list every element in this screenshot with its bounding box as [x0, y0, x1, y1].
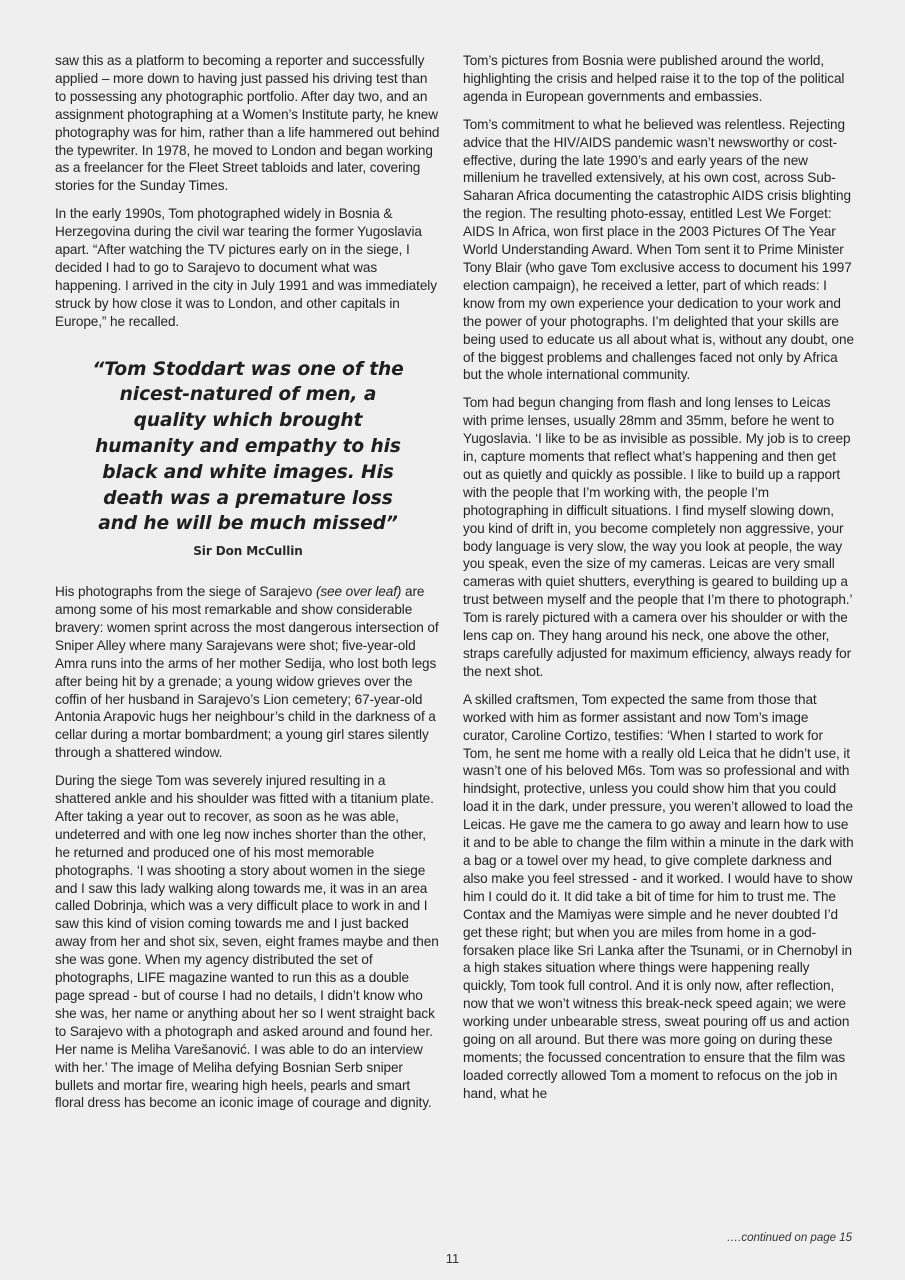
continued-note: ….continued on page 15 — [726, 1232, 852, 1244]
right-column — [463, 52, 855, 1113]
body-paragraph: saw this as a platform to becoming a reporter and successfully applied – more down to having just passed his driving test than to possessing any photographic portfolio. After day two, and an assignment photographing at a Women’s Institute party, he knew photography was for him, rather than a life hammered out behind the typewriter. In 1978, he moved to London and began working as a freelancer for the Fleet Street tabloids and later, covering stories for the Sunday Times. — [55, 53, 440, 194]
body-paragraph: Tom had begun changing from flash and long lenses to Leicas with prime lenses, usually 28mm and 35mm, before he went to Yugoslavia. ‘I like to be as invisible as possible. My job is to creep in, capture moments that reflect what’s happening and then get out as quietly and quickly as possible. I like to build up a rapport with the people that I’m working with, the people I’m photographing in difficult situations. I find myself slowing down, you kind of drift in, you become completely non aggressive, your body language is very slow, the way you look at people, the way you speak, even the size of my cameras. Leicas are very small cameras with quiet shutters, everything is geared to building up a trust between myself and the people that I’m there to photograph.’ Tom is rarely pictured with a camera over his shoulder or with the lens cap on. They hang around his neck, one above the other, straps carefully adjusted for maximum efficiency, always ready for the next shot. — [463, 395, 852, 679]
paragraph-text: are among some of his most remarkable and show considerable bravery: women sprint across the most dangerous intersection of Sniper Alley where many Sarajevans were shot; five-year-old Amra runs into the arms of her mother Sedija, who lost both legs after being hit by a grenade; a young widow grieves over the coffin of her husband in Sarajevo’s Lion cemetery; 67-year-old Antonia Arapovic hugs her neighbour’s child in the darkness of a cellar during a mortar bombardment; a young girl stares silently through a shattered window. — [55, 584, 439, 761]
paragraph-text: His photographs from the siege of Sarajevo — [55, 584, 316, 600]
left-column — [55, 52, 441, 1122]
pull-quote-text: “Tom Stoddart was one of the nicest-natured of men, a quality which brought humanity and empathy to his black and white images. His death was a premature loss and he will be much missed” — [92, 358, 404, 535]
body-paragraph: A skilled craftsmen, Tom expected the same from those that worked with him as former assistant and now Tom’s image curator, Caroline Cortizo, testifies: ‘When I started to work for Tom, he sent me home with a really old Leica that he didn’t use, it wasn’t one of his beloved M6s. Tom was so professional and with hindsight, protective, unless you could show him that you could load it in the dark, under pressure, you weren’t allowed to load the Leicas. He gave me the camera to go away and learn how to use it and to be able to change the film within a minute in the dark with a bag or a towel over my head, to give complete darkness and also make you feel stressed - and it worked. I would have to show him I could do it. It did take a bit of time for him to trust me. The Contax and the Mamiyas were simple and he never doubted I’d get these right; but when you are miles from home in a god-forsaken place like Sri Lanka after the Tsunami, or in Chernobyl in a high stakes situation where things were happening really quickly, Tom took full control. And it is only now, after reflection, now that we won’t witness this break-neck speed again; we were working under unbearable stress, sweat pouring off us and action going on all around. But there was more going on during these moments; the focussed concentration to ensure that the film was loaded correctly allowed Tom a moment to refocus on the job in hand, what he — [463, 691, 854, 1101]
body-paragraph: Tom’s commitment to what he believed was relentless. Rejecting advice that the HIV/AIDS pandemic wasn’t newsworthy or cost-effective, during the late 1990’s and early years of the new millenium he travelled extensively, at his own cost, across Sub-Saharan Africa documenting the catastrophic AIDS crisis blighting the region. The resulting photo-essay, entitled Lest We Forget: AIDS In Africa, won first place in the 2003 Pictures Of The Year World Understanding Award. When Tom sent it to Prime Minister Tony Blair (who gave Tom exclusive access to document his 1997 election campaign), he received a letter, part of which reads: I know from my own experience your dedication to your work and the power of your photographs. I’m delighted that your skills are being used to educate us all about what is, without any doubt, one of the biggest problems and challenges faced not only by Africa but the whole international community. — [463, 116, 854, 383]
page-number: 11 — [445, 1251, 460, 1266]
body-paragraph — [55, 583, 441, 762]
pull-quote — [55, 357, 441, 561]
body-paragraph: Tom’s pictures from Bosnia were published around the world, highlighting the crisis and helped raise it to the top of the political agenda in European governments and embassies. — [463, 53, 845, 104]
pull-quote-attribution: Sir Don McCullin — [193, 544, 303, 559]
body-paragraph: In the early 1990s, Tom photographed widely in Bosnia & Herzegovina during the civil war tearing the former Yugoslavia apart. “After watching the TV pictures early on in the siege, I decided I had to go to Sarajevo to document what was happening. I arrived in the city in July 1991 and was immediately struck by how close it was to London, and other capitals in Europe,” he recalled. — [55, 206, 437, 329]
body-paragraph: During the siege Tom was severely injured resulting in a shattered ankle and his shoulder was fitted with a titanium plate. After taking a year out to recover, as soon as he was able, undeterred and with one leg now inches shorter than the other, he returned and produced one of his most memorable photographs. ‘I was shooting a story about women in the siege and I saw this lady walking along towards me, it was in an area called Dobrinja, which was a very difficult place to work in and I saw this kind of vision coming towards me and I just backed away from her and shot six, seven, eight frames maybe and then she was gone. When my agency distributed the set of photographs, LIFE magazine wanted to run this as a double page spread - but of course I had no details, I didn’t know who she was, her name or anything about her so I went straight back to Sarajevo with a photograph and asked around and found her. Her name is Meliha Varešanović. I was able to do an interview with her.’ The image of Meliha defying Bosnian Serb sniper bullets and mortar fire, wearing high heels, pearls and smart floral dress has become an iconic image of courage and dignity. — [55, 773, 439, 1111]
see-over-leaf-note: (see over leaf) — [315, 584, 402, 600]
